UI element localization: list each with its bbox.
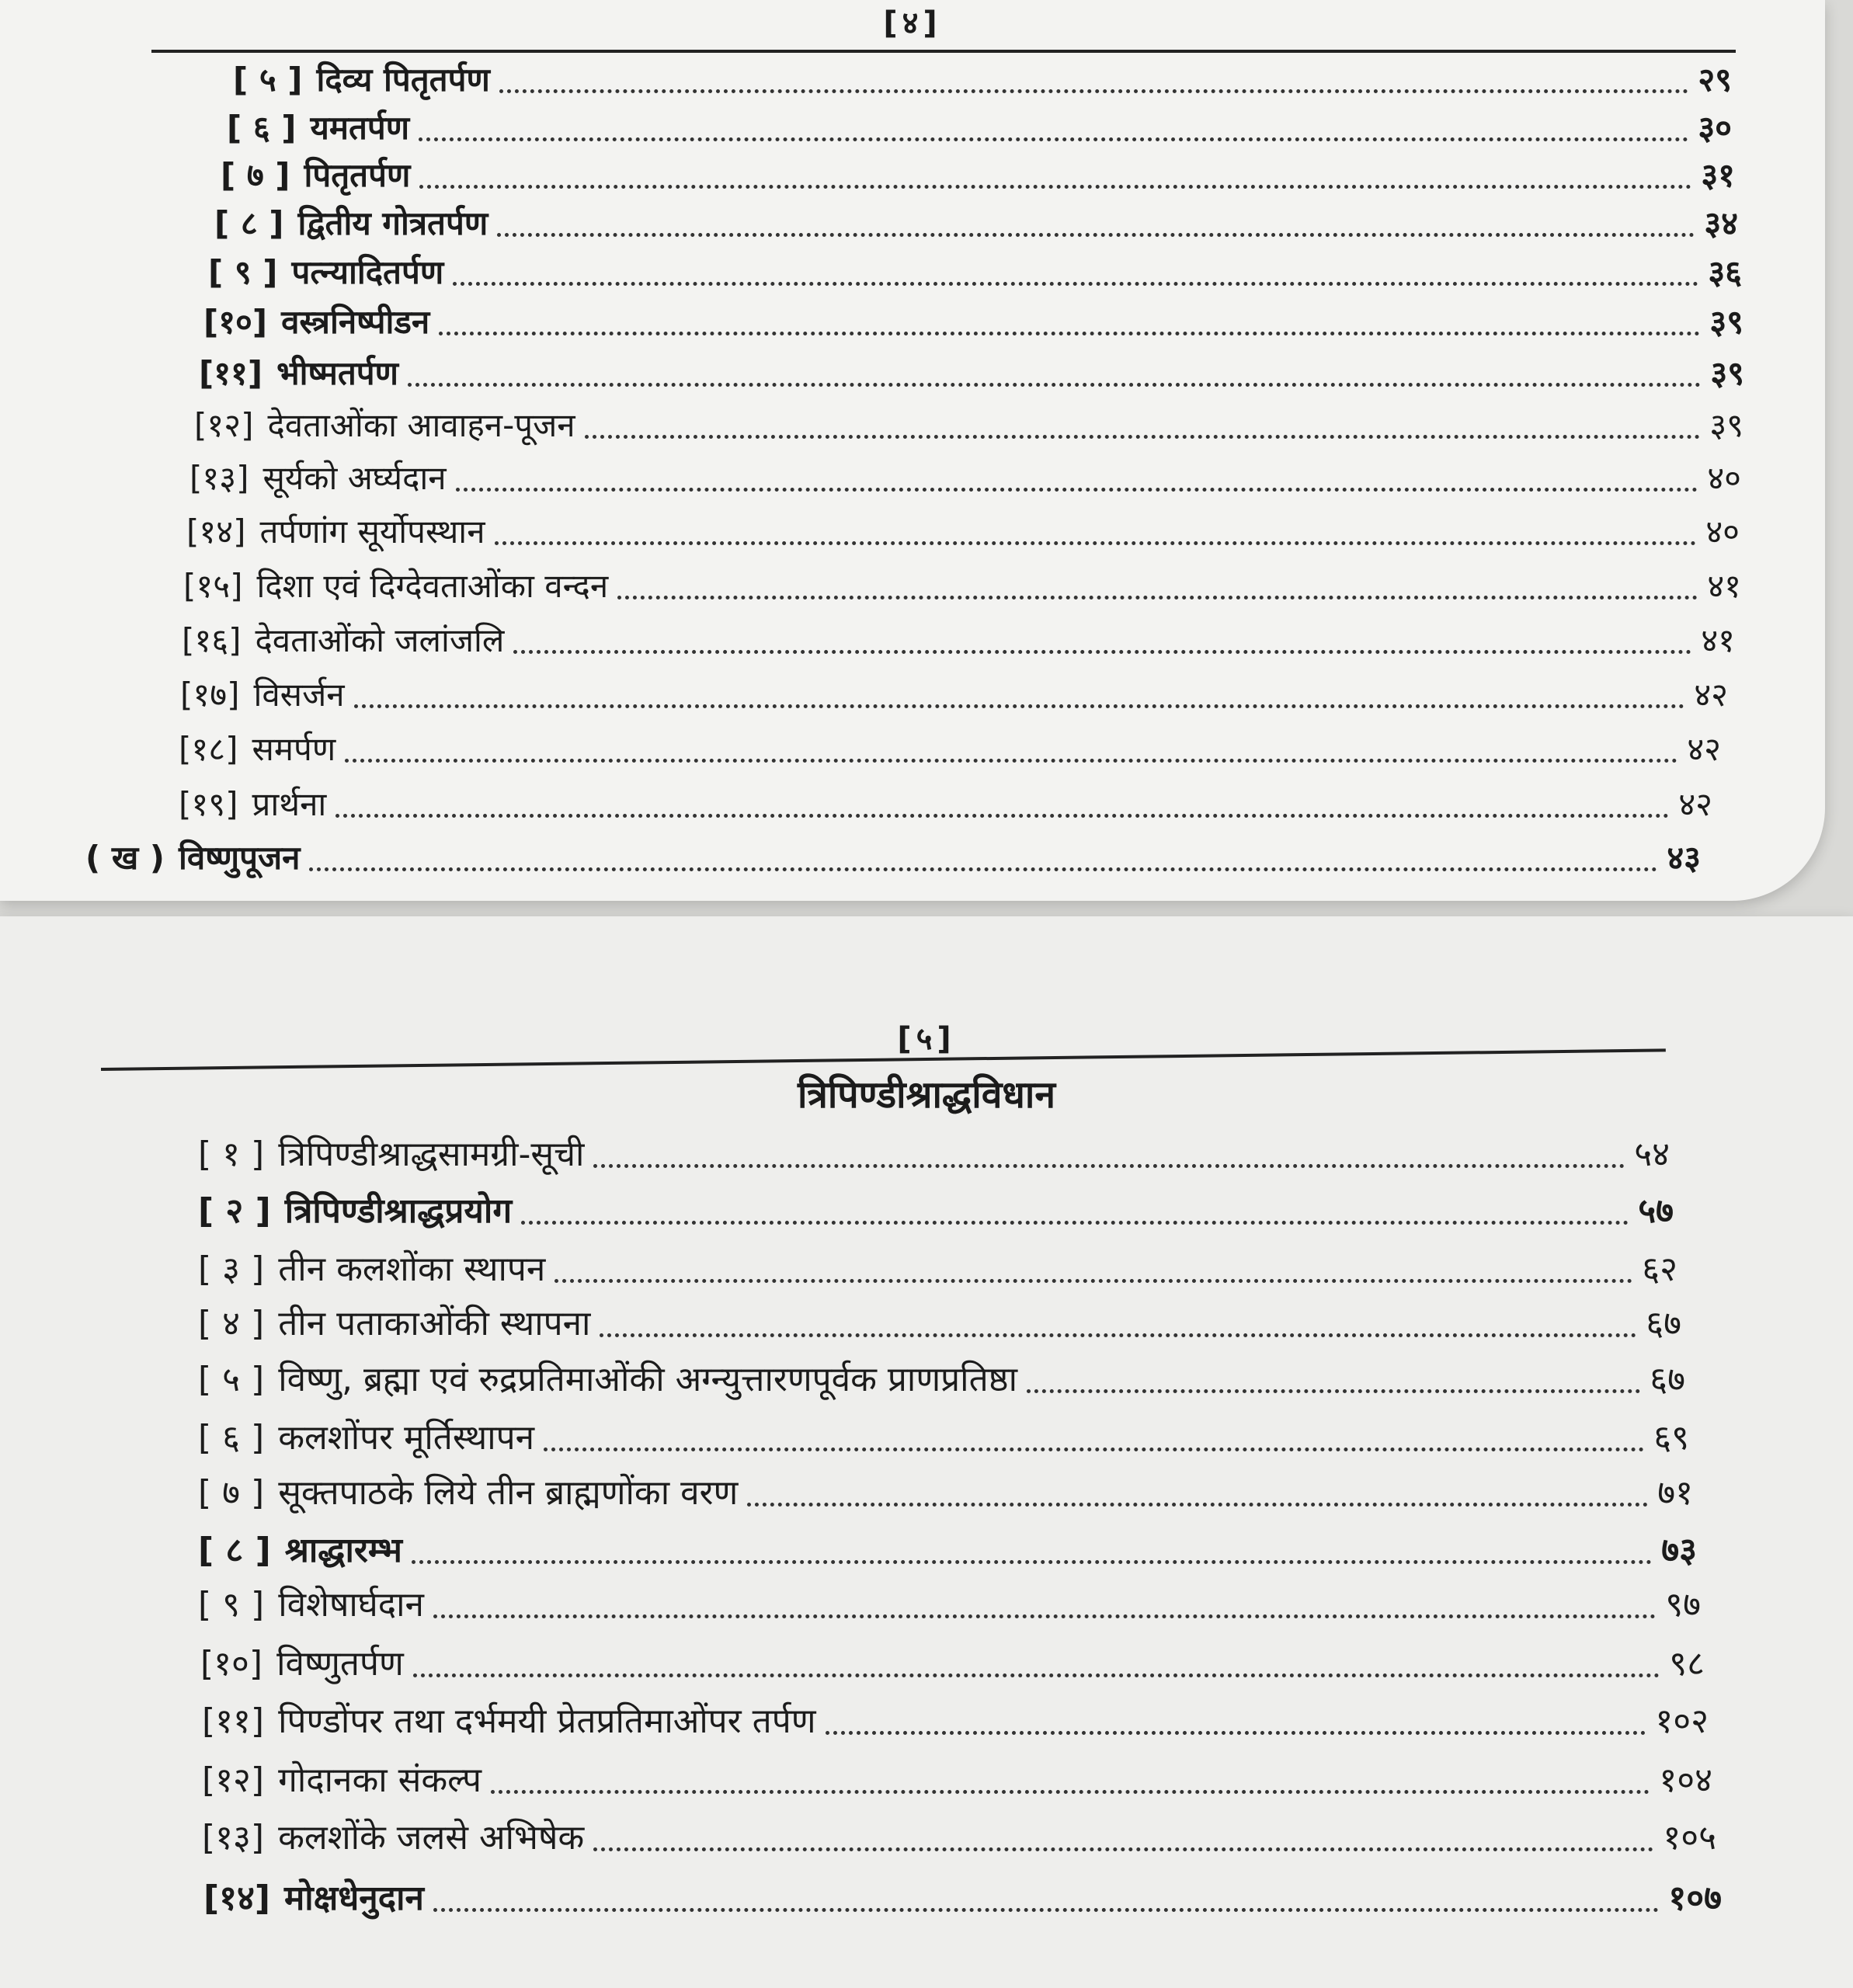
dot-leader (544, 1448, 1644, 1451)
dot-leader (408, 383, 1701, 387)
entry-number: [१४] (203, 1879, 270, 1918)
toc-entry-4-19[interactable] (179, 779, 1712, 825)
dot-leader (600, 1333, 1636, 1337)
entry-title: देवताओंका आवाहन-पूजन (267, 406, 575, 444)
dot-leader (826, 1731, 1646, 1735)
entry-page: ४१ (1701, 621, 1735, 659)
dot-leader (439, 332, 1700, 335)
entry-title: तीन पताकाओंकी स्थापना (278, 1304, 591, 1343)
entry-page: ५७ (1638, 1191, 1674, 1231)
entry-title: पितृतर्पण (304, 156, 411, 194)
entry-title: कलशोंपर मूर्तिस्थापन (278, 1418, 535, 1458)
dot-leader (433, 1908, 1659, 1912)
entry-number: [१८] (179, 730, 238, 768)
entry-number: [ ७ ] (221, 156, 290, 194)
toc-entry-5-6[interactable] (198, 1411, 1689, 1459)
entry-page: ३६ (1708, 253, 1742, 291)
entry-page: ९८ (1669, 1644, 1705, 1684)
entry-number: [१०] (203, 303, 268, 341)
dot-leader (453, 282, 1698, 286)
dot-leader (456, 488, 1698, 492)
toc-entry-5-1[interactable] (198, 1128, 1670, 1176)
toc-section-b[interactable] (85, 832, 1701, 879)
entry-title: गोदानका संकल्प (278, 1760, 482, 1800)
entry-number: [१६] (182, 621, 242, 659)
toc-entry-5-10[interactable] (200, 1637, 1705, 1685)
section-heading: त्रिपिण्डीश्राद्धविधान (797, 1073, 1056, 1117)
dot-leader (412, 1560, 1652, 1564)
toc-entry-4-17[interactable] (180, 669, 1728, 716)
entry-number: [ ५ ] (198, 1360, 265, 1399)
entry-title: त्रिपिण्डीश्राद्धसामग्री-सूची (278, 1135, 585, 1174)
entry-title: भीष्मतर्पण (276, 354, 399, 392)
toc-entry-4-11[interactable] (199, 348, 1744, 394)
entry-number: [ ६ ] (198, 1418, 265, 1458)
dot-leader (335, 814, 1669, 818)
toc-entry-4-13[interactable] (189, 453, 1741, 499)
entry-page: ४२ (1694, 676, 1728, 714)
entry-number: [११] (202, 1701, 265, 1741)
entry-page: ४१ (1707, 567, 1741, 605)
dot-leader (345, 759, 1677, 763)
toc-entry-5-5[interactable] (198, 1353, 1685, 1401)
entry-number: [१५] (183, 567, 243, 605)
entry-page: ४२ (1678, 785, 1712, 823)
dot-leader (499, 89, 1688, 93)
entry-number: [१३] (189, 459, 249, 497)
entry-number: [ ९ ] (198, 1585, 265, 1625)
dot-leader (354, 704, 1685, 708)
entry-page: १०५ (1663, 1818, 1716, 1858)
toc-entry-4-14[interactable] (186, 506, 1740, 553)
toc-entry-4-6[interactable] (227, 103, 1732, 149)
toc-entry-5-12[interactable] (202, 1753, 1712, 1802)
entry-page: १०२ (1655, 1701, 1709, 1741)
header-rule-4 (151, 50, 1736, 53)
dot-leader (747, 1503, 1648, 1507)
toc-entry-4-18[interactable] (179, 724, 1721, 770)
section-title: विष्णुपूजन (179, 839, 301, 877)
entry-page: २९ (1698, 61, 1732, 99)
entry-page: ४० (1707, 459, 1741, 497)
toc-entry-5-11[interactable] (202, 1694, 1709, 1743)
toc-entry-5-7[interactable] (198, 1466, 1693, 1514)
section-number: ( ख ) (85, 839, 165, 877)
entry-title: त्रिपिण्डीश्राद्धप्रयोग (284, 1191, 513, 1231)
entry-page: ६७ (1650, 1360, 1685, 1399)
dot-leader (521, 1221, 1629, 1225)
toc-entry-4-7[interactable] (221, 150, 1735, 196)
entry-title: समर्पण (252, 730, 336, 768)
dot-leader (491, 1790, 1650, 1794)
entry-title: दिशा एवं दिग्देवताओंका वन्दन (256, 567, 609, 605)
entry-number: [ ६ ] (227, 109, 297, 147)
toc-entry-5-3[interactable] (198, 1242, 1677, 1291)
dot-leader (593, 1164, 1625, 1168)
page-4 (0, 0, 1825, 901)
toc-entry-5-9[interactable] (198, 1578, 1701, 1626)
toc-entry-4-5[interactable] (233, 54, 1732, 101)
page-number-4: [४] (883, 5, 942, 41)
dot-leader (419, 185, 1691, 189)
entry-page: ६९ (1653, 1418, 1689, 1458)
entry-page: ५४ (1634, 1135, 1670, 1174)
dot-leader (617, 596, 1698, 600)
entry-title: पिण्डोंपर तथा दर्भमयी प्रेतप्रतिमाओंपर तर्पण (278, 1701, 816, 1741)
entry-page: ४० (1705, 513, 1740, 551)
entry-title: मोक्षधेनुदान (283, 1879, 424, 1918)
entry-title: देवताओंको जलांजलि (255, 621, 505, 659)
page-5 (0, 916, 1853, 1988)
dot-leader (555, 1279, 1632, 1283)
entry-page: ३० (1698, 109, 1732, 147)
entry-title: विष्णुतर्पण (276, 1644, 404, 1684)
dot-leader (495, 541, 1697, 545)
toc-entry-5-13[interactable] (202, 1811, 1716, 1859)
entry-title: तीन कलशोंका स्थापन (278, 1249, 546, 1289)
entry-number: [१२] (202, 1760, 265, 1800)
entry-title: तर्पणांग सूर्योपस्थान (259, 513, 485, 551)
entry-number: [ ३ ] (198, 1249, 265, 1289)
entry-number: [ ८ ] (198, 1531, 271, 1570)
section-page: ४३ (1667, 839, 1701, 877)
toc-entry-4-9[interactable] (208, 247, 1742, 294)
entry-page: ३४ (1704, 204, 1738, 242)
toc-entry-5-2[interactable] (198, 1184, 1674, 1232)
dot-leader (419, 137, 1688, 141)
entry-number: [१०] (200, 1644, 263, 1684)
dot-leader (1027, 1389, 1640, 1393)
entry-number: [१७] (180, 676, 240, 714)
entry-number: [ १ ] (198, 1135, 265, 1174)
entry-page: ३९ (1709, 406, 1743, 444)
entry-title: पत्न्यादितर्पण (291, 253, 444, 291)
entry-page: ३१ (1701, 156, 1735, 194)
toc-entry-4-8[interactable] (214, 198, 1738, 245)
dot-leader (309, 867, 1657, 871)
dot-leader (593, 1847, 1653, 1851)
entry-page: ७३ (1661, 1531, 1697, 1570)
entry-number: [ ८ ] (214, 204, 284, 242)
toc-entry-5-14[interactable] (203, 1872, 1722, 1920)
entry-page: ६७ (1646, 1304, 1681, 1343)
entry-title: प्रार्थना (252, 785, 327, 823)
entry-page: १०४ (1659, 1760, 1712, 1800)
dot-leader (413, 1673, 1660, 1677)
dot-leader (513, 650, 1691, 654)
entry-title: सूक्तपाठके लिये तीन ब्राह्मणोंका वरण (278, 1473, 739, 1513)
entry-number: [१२] (194, 406, 254, 444)
entry-number: [१४] (186, 513, 246, 551)
entry-title: श्राद्धारम्भ (284, 1531, 402, 1570)
entry-page: ६२ (1642, 1249, 1677, 1289)
entry-title: कलशोंके जलसे अभिषेक (278, 1818, 585, 1858)
entry-title: यमतर्पण (310, 109, 410, 147)
toc-entry-5-8[interactable] (198, 1524, 1697, 1572)
entry-title: सूर्यको अर्घ्यदान (262, 459, 447, 497)
entry-title: दिव्य पितृतर्पण (316, 61, 490, 99)
toc-entry-4-15[interactable] (183, 561, 1741, 607)
entry-title: विशेषार्घदान (278, 1585, 424, 1625)
entry-page: ४२ (1687, 730, 1721, 768)
page-number-5: [५] (897, 1021, 956, 1057)
entry-title: द्वितीय गोत्रतर्पण (297, 204, 488, 242)
entry-number: [ २ ] (198, 1191, 271, 1231)
entry-page: १०७ (1668, 1879, 1722, 1918)
entry-number: [१९] (179, 785, 238, 823)
entry-number: [ ७ ] (198, 1473, 265, 1513)
entry-title: विसर्जन (253, 676, 345, 714)
entry-page: ३९ (1710, 354, 1744, 392)
entry-page: ७१ (1657, 1473, 1693, 1513)
dot-leader (585, 435, 1701, 439)
toc-entry-5-4[interactable] (198, 1297, 1681, 1345)
entry-number: [११] (199, 354, 263, 392)
entry-number: [ ५ ] (233, 61, 303, 99)
toc-entry-4-16[interactable] (182, 615, 1735, 662)
entry-title: विष्णु, ब्रह्मा एवं रुद्रप्रतिमाओंकी अग्न्युत्तारणपूर्वक प्राणप्रतिष्ठा (278, 1360, 1017, 1399)
entry-number: [ ९ ] (208, 253, 278, 291)
toc-entry-4-12[interactable] (194, 400, 1743, 447)
entry-number: [ ४ ] (198, 1304, 265, 1343)
entry-page: ३९ (1709, 303, 1743, 341)
entry-page: ९७ (1665, 1585, 1701, 1625)
entry-number: [१३] (202, 1818, 265, 1858)
dot-leader (433, 1614, 1656, 1618)
dot-leader (497, 233, 1695, 237)
entry-title: वस्त्रनिष्पीडन (281, 303, 430, 341)
toc-entry-4-10[interactable] (203, 297, 1743, 343)
